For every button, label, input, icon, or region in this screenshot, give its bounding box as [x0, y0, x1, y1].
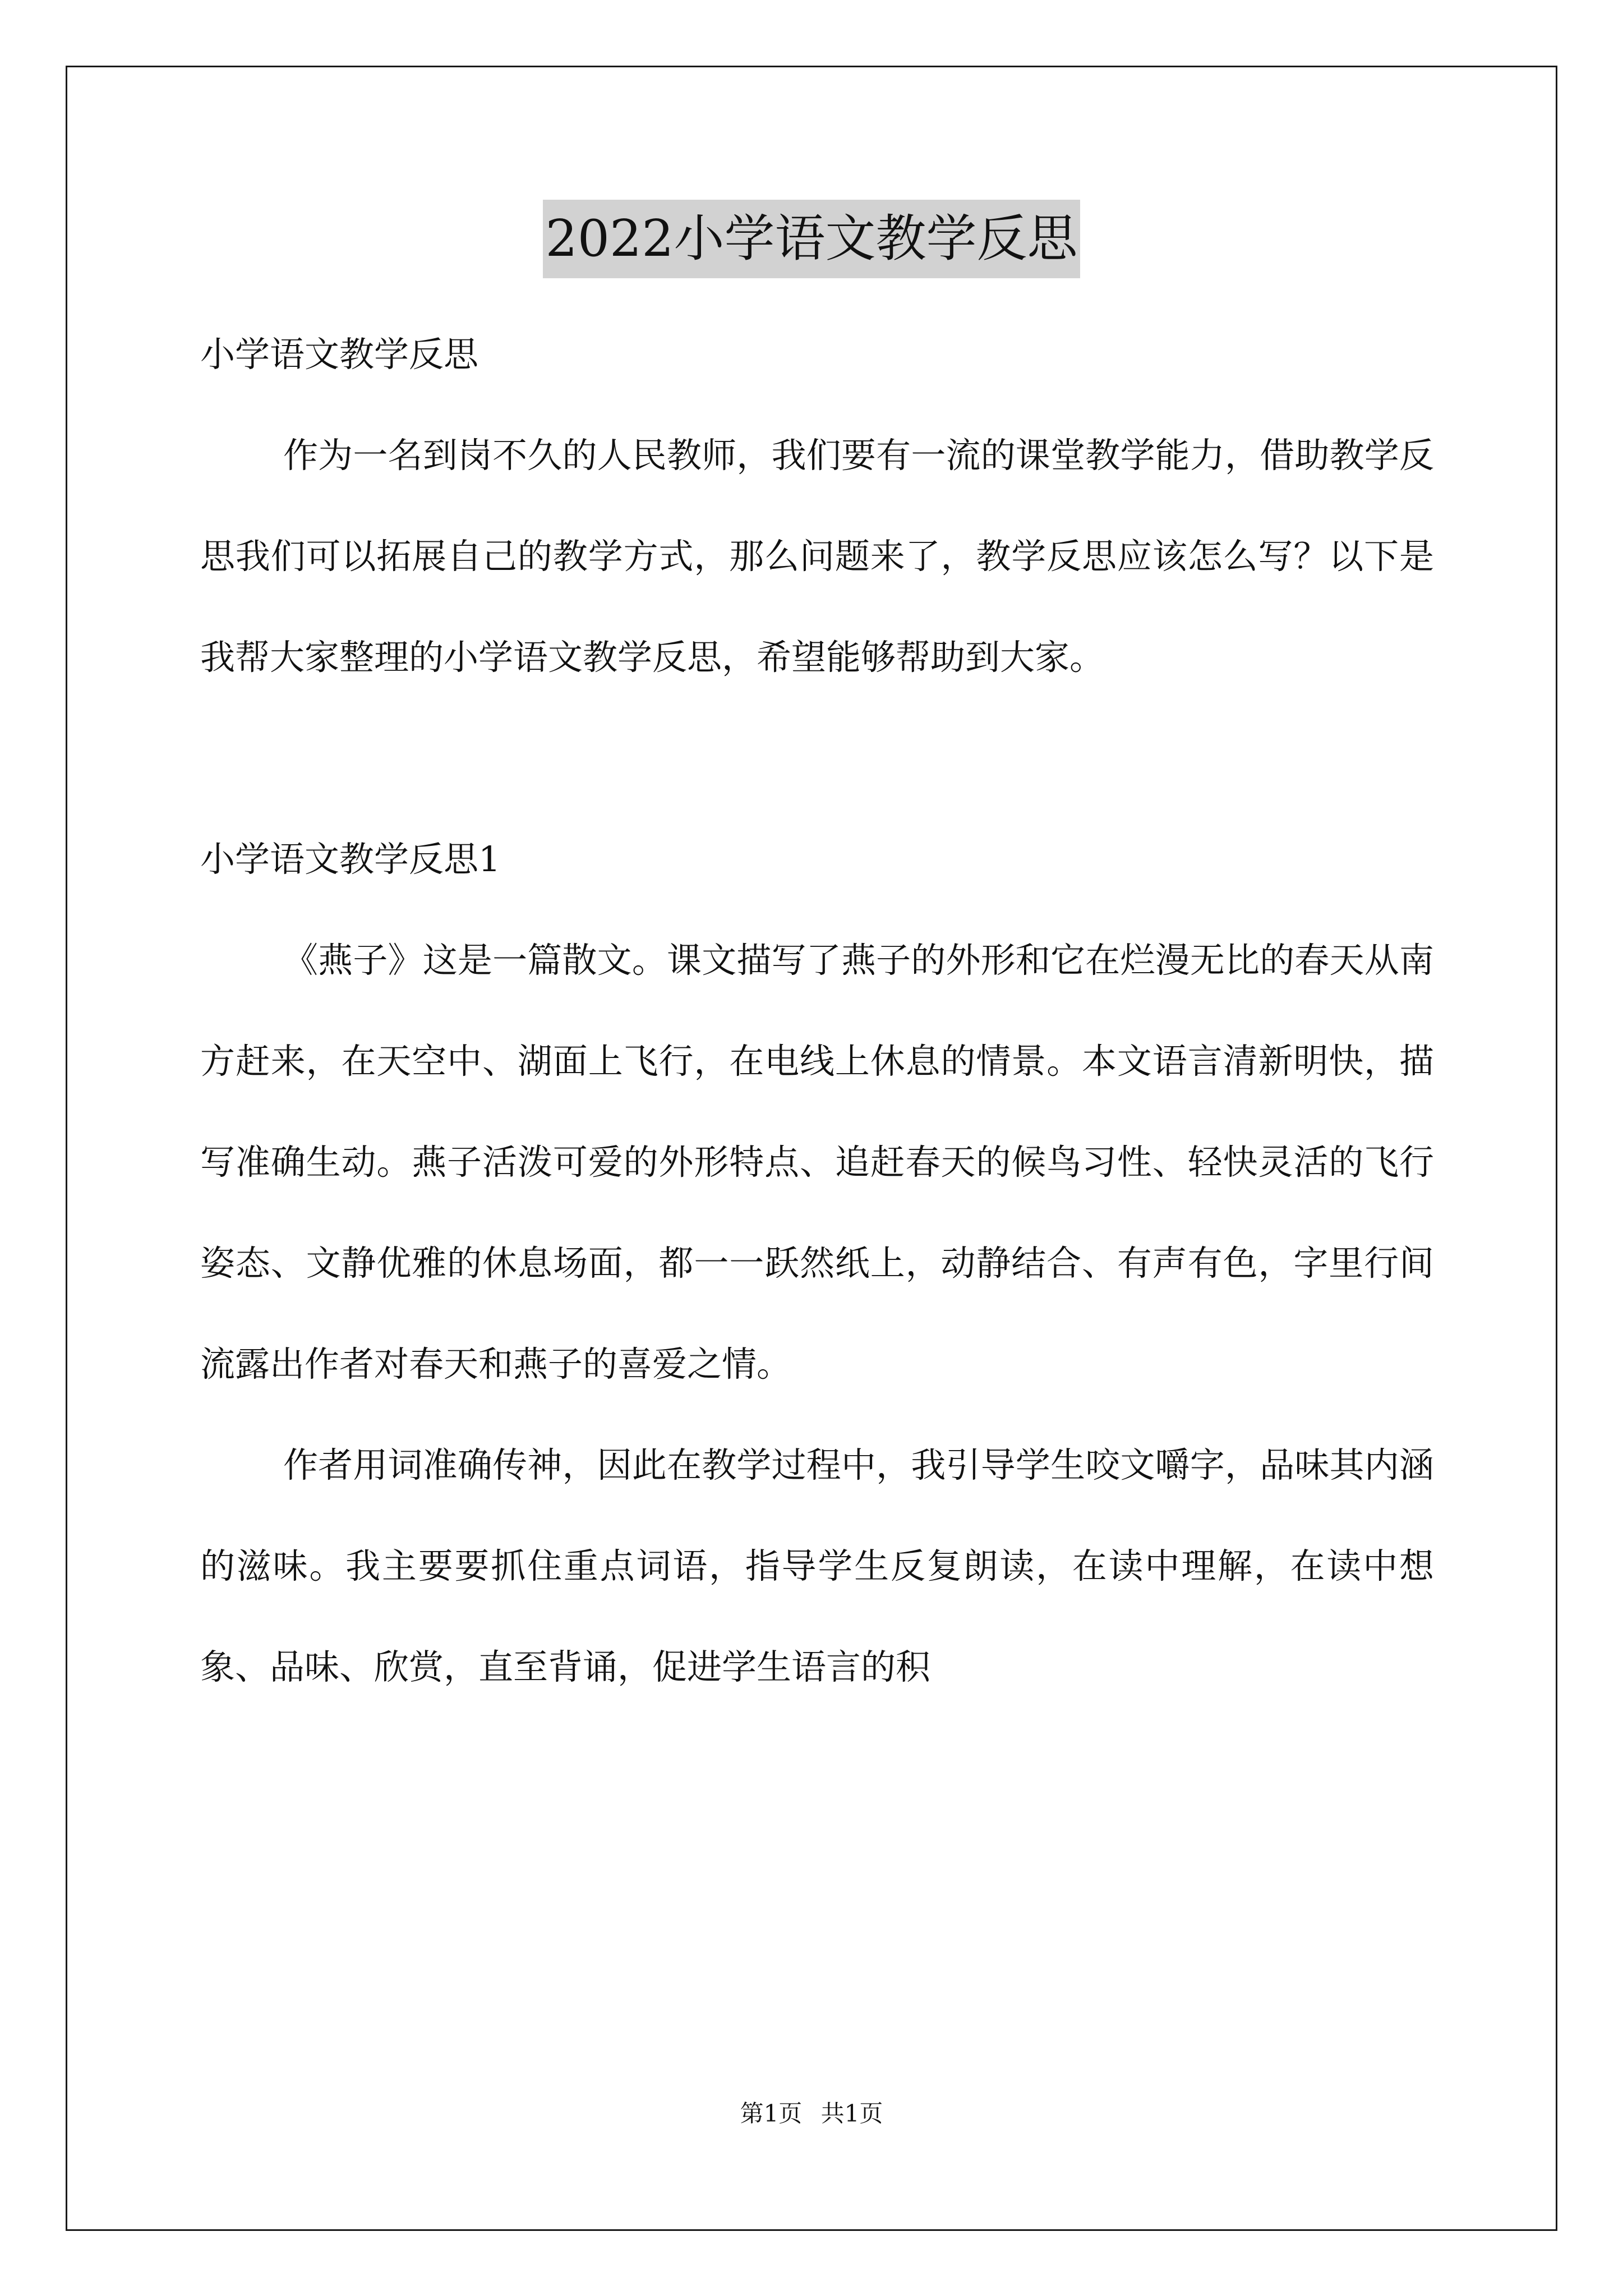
section-spacer — [200, 708, 1434, 809]
page-number-total: 共1页 — [820, 2100, 883, 2127]
title-container — [0, 200, 1623, 278]
section1-paragraph-2: 作者用词准确传神，因此在教学过程中，我引导学生咬文嚼字，品味其内涵的滋味。我主要要抓住重点词语，指导学生反复朗读，在读中理解，在读中想象、品味、欣赏，直至背诵，促进学生语言的积 — [200, 1444, 1434, 1687]
intro-paragraph: 作为一名到岗不久的人民教师，我们要有一流的课堂教学能力，借助教学反思我们可以拓展自己的教学方式，那么问题来了，教学反思应该怎么写？以下是我帮大家整理的小学语文教学反思，希望能够帮助到大家。 — [200, 435, 1434, 678]
document-body — [200, 304, 1434, 1718]
section1-heading: 小学语文教学反思1 — [200, 839, 501, 880]
page-number-current: 第1页 — [740, 2100, 803, 2127]
section1-paragraph-1: 《燕子》这是一篇散文。课文描写了燕子的外形和它在烂漫无比的春天从南方赶来，在天空中、湖面上飞行，在电线上休息的情景。本文语言清新明快，描写准确生动。燕子活泼可爱的外形特点、追赶春天的候鸟习性、轻快灵活的飞行姿态、文静优雅的休息场面，都一一跃然纸上，动静结合、有声有色，字里行间流露出作者对春天和燕子的喜爱之情。 — [200, 940, 1434, 1384]
document-subtitle: 小学语文教学反思 — [200, 334, 479, 375]
document-title: 2022小学语文教学反思 — [543, 200, 1080, 278]
page-footer — [0, 2097, 1623, 2131]
